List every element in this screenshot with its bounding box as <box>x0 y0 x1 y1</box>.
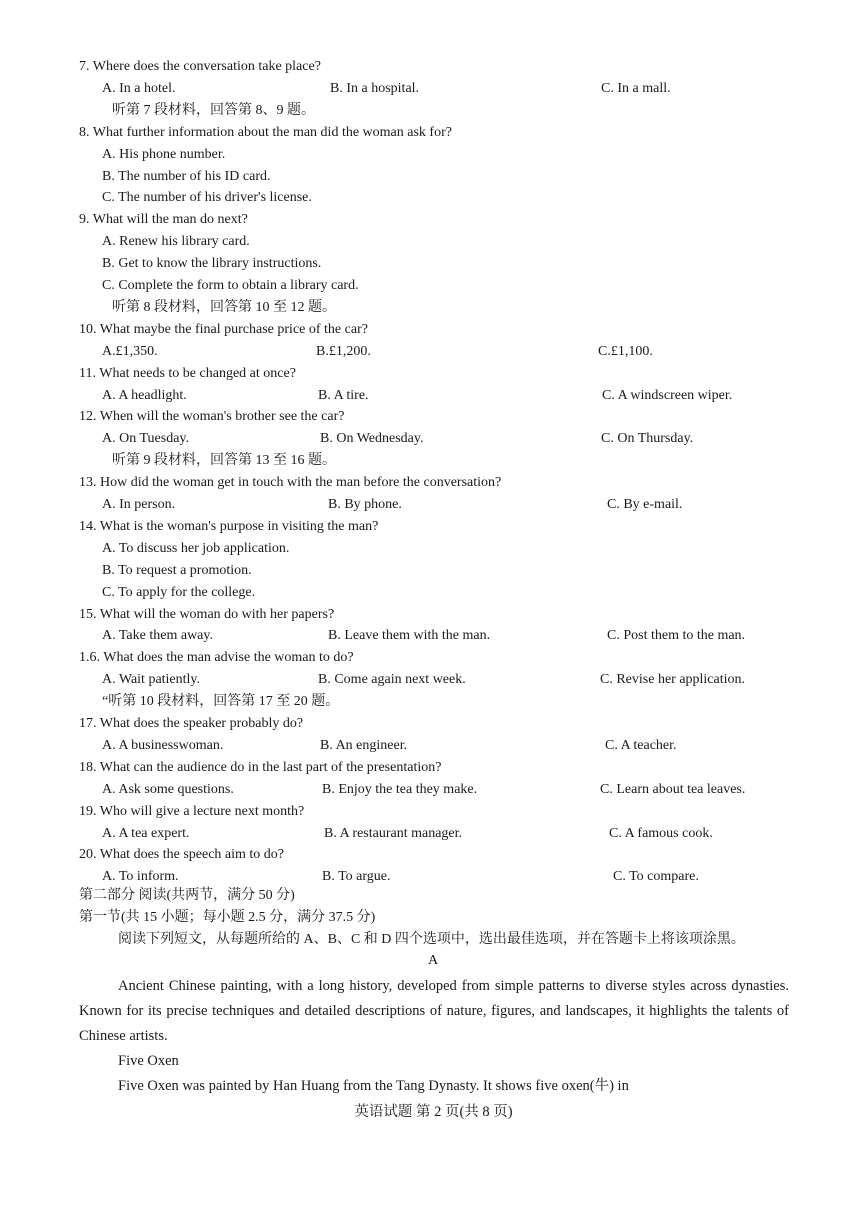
question-text: 8. What further information about the man did the woman ask for? <box>79 124 452 140</box>
question-text: 20. What does the speech aim to do? <box>79 847 285 863</box>
option: A. His phone number. <box>102 146 226 162</box>
option: B. By phone. <box>328 497 402 512</box>
option: A. To discuss her job application. <box>102 540 290 556</box>
option: A. A businesswoman. <box>102 737 224 753</box>
passage-letter: A <box>428 953 439 968</box>
option: A. On Tuesday. <box>102 431 189 447</box>
part2-title-text: 第二部分 阅读(共两节，满分 50 分) <box>79 888 295 903</box>
option: B. A tire. <box>318 387 369 403</box>
option: B. In a hospital. <box>330 80 420 96</box>
option: B. Come again next week. <box>318 672 466 688</box>
section1-title-text: 第一节(共 15 小题；每小题 2.5 分，满分 37.5 分) <box>79 910 376 925</box>
option: C. To apply for the college. <box>102 584 256 600</box>
passage-subtitle: Five Oxen <box>118 1053 179 1069</box>
option: C.£1,100. <box>598 343 653 359</box>
question-text: 14. What is the woman's purpose in visiting the man? <box>79 518 379 534</box>
option: C. By e-mail. <box>607 497 683 512</box>
passage-body <box>79 974 789 1099</box>
option: B. The number of his ID card. <box>102 168 271 184</box>
option: C. Complete the form to obtain a library card. <box>102 278 359 293</box>
question-text: 7. Where does the conversation take place? <box>79 59 321 74</box>
passage-paragraph-2: Five Oxen was painted by Han Huang from the Tang Dynasty. It shows five oxen(牛) in <box>118 1078 629 1094</box>
section-note-text: “听第 10 段材料，回答第 17 至 20 题。 <box>102 694 340 710</box>
option: A.£1,350. <box>102 343 158 359</box>
option: B. To argue. <box>322 869 391 885</box>
option: A. A headlight. <box>102 387 187 403</box>
option: A. In a hotel. <box>102 80 176 96</box>
option: B. A restaurant manager. <box>324 825 463 841</box>
option: C. In a mall. <box>601 80 671 96</box>
option: C. On Thursday. <box>601 431 694 447</box>
question-text: 11. What needs to be changed at once? <box>79 365 296 381</box>
question-text: 17. What does the speaker probably do? <box>79 716 304 731</box>
passage-paragraph-1: Ancient Chinese painting, with a long history, developed from simple patterns to diverse styles across dynasties. Known for its precise techniques and detailed descriptions of nature, figures, and landscapes, it highlights the talents of Chinese artists. <box>79 978 789 1044</box>
option: B. Get to know the library instructions. <box>102 256 322 272</box>
option: A. Take them away. <box>102 628 213 644</box>
section-note-text: 听第 8 段材料，回答第 10 至 12 题。 <box>112 299 336 315</box>
option: A. Ask some questions. <box>102 781 234 797</box>
option: B. An engineer. <box>320 737 408 753</box>
option: B. Enjoy the tea they make. <box>322 781 478 797</box>
question-text: 15. What will the woman do with her papers? <box>79 606 335 622</box>
option: C. To compare. <box>613 869 699 885</box>
option: C. A famous cook. <box>609 825 713 841</box>
option: A. Wait patiently. <box>102 672 201 688</box>
option: C. Learn about tea leaves. <box>600 781 746 797</box>
option: A. A tea expert. <box>102 825 190 841</box>
option: A. Renew his library card. <box>102 234 250 250</box>
question-text: 10. What maybe the final purchase price of the car? <box>79 321 368 337</box>
option: C. Post them to the man. <box>607 628 746 644</box>
option: A. To inform. <box>102 869 179 885</box>
question-text: 13. How did the woman get in touch with the man before the conversation? <box>79 475 502 491</box>
reading-instruction-text: 阅读下列短文，从每题所给的 A、B、C 和 D 四个选项中，选出最佳选项，并在答题卡上将该项涂黑。 <box>118 932 745 947</box>
question-text: 12. When will the woman's brother see the car? <box>79 409 345 425</box>
option: B. On Wednesday. <box>320 431 424 447</box>
option: B. To request a promotion. <box>102 562 252 578</box>
option: A. In person. <box>102 497 176 512</box>
option: B. Leave them with the man. <box>328 628 491 644</box>
option: C. Revise her application. <box>600 672 746 688</box>
option: C. The number of his driver's license. <box>102 190 312 206</box>
page-footer: 英语试题 第 2 页(共 8 页) <box>354 1104 513 1120</box>
option: B.£1,200. <box>316 343 371 359</box>
question-text: 19. Who will give a lecture next month? <box>79 803 305 819</box>
question-text: 9. What will the man do next? <box>79 212 248 228</box>
question-text: 1.6. What does the man advise the woman to do? <box>79 650 354 666</box>
option: C. A teacher. <box>605 737 677 753</box>
section-note-text: 听第 9 段材料，回答第 13 至 16 题。 <box>112 453 336 469</box>
question-text: 18. What can the audience do in the last part of the presentation? <box>79 759 442 775</box>
section-note-text: 听第 7 段材料，回答第 8、9 题。 <box>112 102 315 118</box>
option: C. A windscreen wiper. <box>602 387 733 403</box>
